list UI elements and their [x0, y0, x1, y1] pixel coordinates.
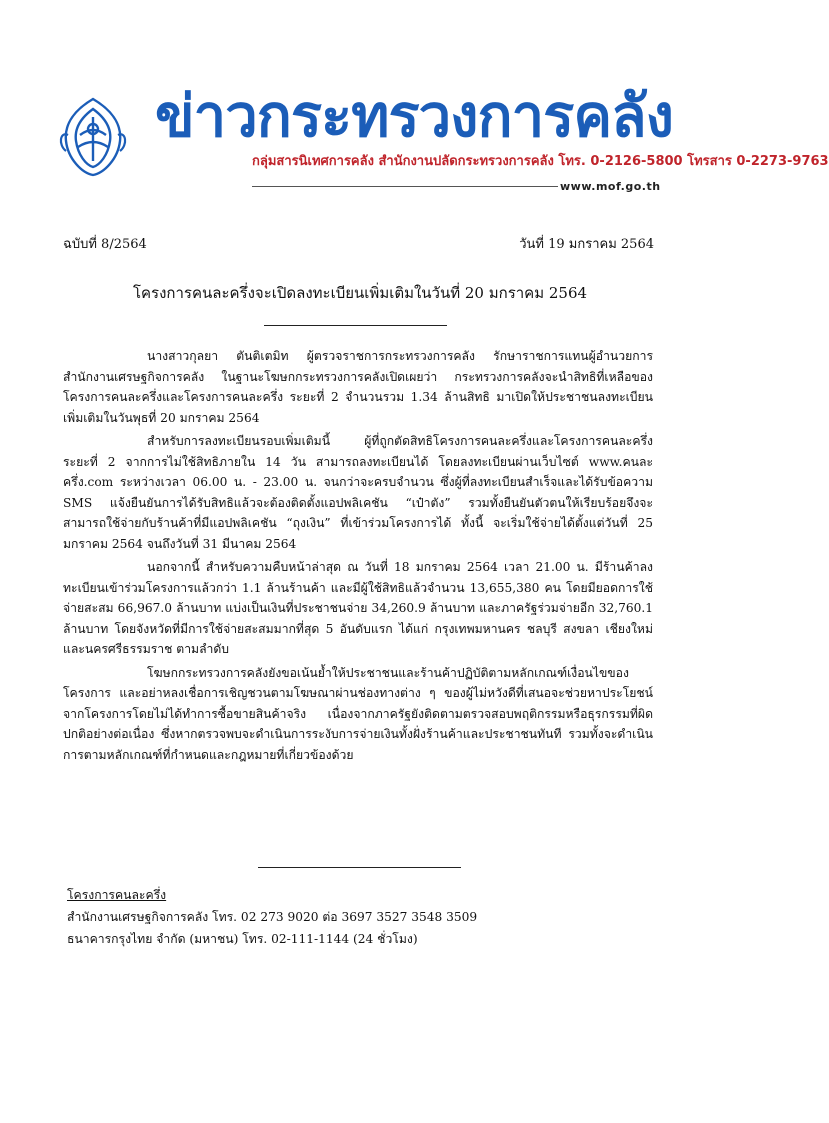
footer-contact-line: สำนักงานเศรษฐกิจการคลัง โทร. 02 273 9020 ต่อ 3697 3527 3548 3509 [67, 910, 478, 924]
banner-title: ข่าวกระทรวงการคลัง [155, 82, 673, 150]
title-underline [264, 325, 447, 326]
ministry-seal-logo [56, 95, 130, 179]
paragraph: สำหรับการลงทะเบียนรอบเพิ่มเติมนี้ ผู้ที่ถูกตัดสิทธิโครงการคนละครึ่งและโครงการคนละครึ่ง ระยะที่ 2 จากการไม่ใช้สิทธิภายใน 14 วัน สามารถลงทะเบียนได้ โดยลงทะเบียนผ่านเว็บไซต์ www.คนละครึ่ง.com ระหว่างเวลา 06.00 น. - 23.00 น. จนกว่าจะครบจำนวน ซึ่งผู้ที่ลงทะเบียนสำเร็จและได้รับข้อความ SMS แจ้งยืนยันการได้รับสิทธิแล้วจะต้องติดตั้งแอปพลิเคชัน “เป๋าตัง” รวมทั้งยืนยันตัวตนให้เรียบร้อยจึงจะสามารถใช้จ่ายกับร้านค้าที่มีแอปพลิเคชัน “ถุงเงิน” ที่เข้าร่วมโครงการได้ ทั้งนี้ จะเริ่มใช้จ่ายได้ตั้งแต่วันที่ 25 มกราคม 2564 จนถึงวันที่ 31 มีนาคม 2564 [63, 434, 653, 551]
website-url[interactable]: www.mof.go.th [560, 180, 661, 193]
footer-contact-line: ธนาคารกรุงไทย จำกัด (มหาชน) โทร. 02-111-1144 (24 ชั่วโมง) [67, 932, 418, 946]
document-title: โครงการคนละครึ่งจะเปิดลงทะเบียนเพิ่มเติมในวันที่ 20 มกราคม 2564 [132, 284, 588, 302]
press-body [63, 346, 653, 768]
press-release-banner [0, 0, 829, 205]
footer-heading: โครงการคนละครึ่ง [67, 888, 167, 902]
paragraph: นอกจากนี้ สำหรับความคืบหน้าล่าสุด ณ วันที่ 18 มกราคม 2564 เวลา 21.00 น. มีร้านค้าลงทะเบียนเข้าร่วมโครงการแล้วกว่า 1.1 ล้านร้านค้า และมีผู้ใช้สิทธิแล้วจำนวน 13,655,380 คน โดยมียอดการใช้จ่ายสะสม 66,967.0 ล้านบาท แบ่งเป็นเงินที่ประชาชนจ่าย 34,260.9 ล้านบาท และภาครัฐร่วมจ่ายอีก 32,760.1 ล้านบาท โดยจังหวัดที่มีการใช้จ่ายสะสมมากที่สุด 5 อันดับแรก ได้แก่ กรุงเทพมหานคร ชลบุรี สงขลา เชียงใหม่ และนครศรีธรรมราช ตามลำดับ [63, 560, 653, 656]
paragraph: โฆษกกระทรวงการคลังยังขอเน้นย้ำให้ประชาชนและร้านค้าปฏิบัติตามหลักเกณฑ์เงื่อนไขของโครงการ และอย่าหลงเชื่อการเชิญชวนตามโฆษณาผ่านช่องทางต่าง ๆ ของผู้ไม่หวังดีที่เสนอจะช่วยหาประโยชน์จากโครงการโดยไม่ได้ทำการซื้อขายสินค้าจริง เนื่องจากภาครัฐยังติดตามตรวจสอบพฤติกรรมหรือธุรกรรมที่ผิดปกติอย่างต่อเนื่อง ซึ่งหากตรวจพบจะดำเนินการระงับการจ่ายเงินทั้งฝั่งร้านค้าและประชาชนทันที รวมทั้งจะดำเนินการตามหลักเกณฑ์ที่กำหนดและกฎหมายที่เกี่ยวข้องด้วย [63, 665, 653, 762]
end-divider [258, 867, 461, 868]
paragraph: นางสาวกุลยา ตันติเตมิท ผู้ตรวจราชการกระทรวงการคลัง รักษาราชการแทนผู้อำนวยการสำนักงานเศรษฐกิจการคลัง ในฐานะโฆษกกระทรวงการคลังเปิดเผยว่า กระทรวงการคลังจะนำสิทธิที่เหลือของโครงการคนละครึ่งและโครงการคนละครึ่ง ระยะที่ 2 จำนวนรวม 1.34 ล้านสิทธิ มาเปิดให้ประชาชนลงทะเบียนเพิ่มเติมในวันพุธที่ 20 มกราคม 2564 [63, 349, 653, 425]
contact-footer [63, 884, 477, 950]
issue-number: ฉบับที่ 8/2564 [63, 237, 147, 252]
banner-contact-line: กลุ่มสารนิเทศการคลัง สำนักงานปลัดกระทรวงการคลัง โทร. 0-2126-5800 โทรสาร 0-2273-9763 [252, 154, 829, 169]
banner-divider [252, 186, 558, 187]
issue-date: วันที่ 19 มกราคม 2564 [519, 237, 654, 252]
